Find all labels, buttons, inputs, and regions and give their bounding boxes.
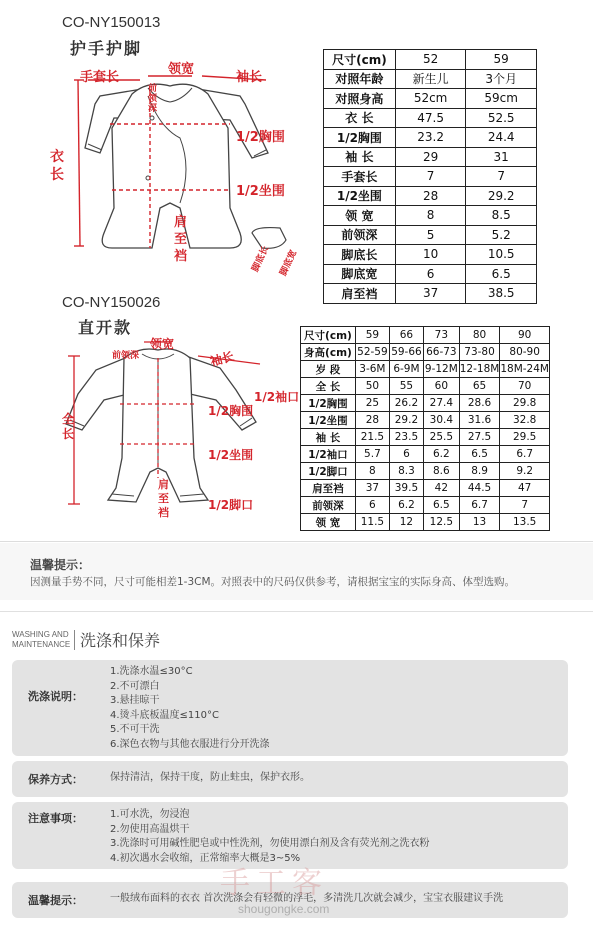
tip-text: 因测量手势不同，尺寸可能相差1-3CM。对照表中的尺码仅供参考，请根据宝宝的实际身高、体型选购。 bbox=[30, 576, 516, 588]
table-cell: 23.5 bbox=[389, 429, 423, 446]
table-cell: 52.5 bbox=[466, 108, 537, 128]
table-cell: 6.7 bbox=[500, 446, 550, 463]
row-label-cell: 对照身高 bbox=[324, 89, 396, 109]
p1-label-shoulder-to-crotch: 肩至裆 bbox=[174, 215, 188, 264]
table-row bbox=[301, 344, 550, 361]
table-cell: 27.4 bbox=[423, 395, 459, 412]
row-label-cell: 前领深 bbox=[301, 497, 356, 514]
row-label-cell: 手套长 bbox=[324, 167, 396, 187]
divider-2 bbox=[0, 611, 593, 612]
table-cell: 47.5 bbox=[395, 108, 466, 128]
row-label-cell: 1/2坐围 bbox=[324, 186, 396, 206]
p2-label-half-cuff: 1/2袖口 bbox=[254, 390, 300, 404]
table-cell: 8 bbox=[355, 463, 389, 480]
card-line: 1.洗涤水温≤30°C bbox=[110, 666, 193, 677]
p2-label-half-chest: 1/2胸围 bbox=[208, 404, 254, 418]
card-line: 3.悬挂晾干 bbox=[110, 695, 160, 706]
table-cell: 66-73 bbox=[423, 344, 459, 361]
table-cell: 73-80 bbox=[459, 344, 500, 361]
table-row bbox=[301, 480, 550, 497]
table-cell: 9-12M bbox=[423, 361, 459, 378]
table-cell: 3个月 bbox=[466, 69, 537, 89]
row-label-cell: 身高(cm) bbox=[301, 344, 356, 361]
p2-label-half-seat: 1/2坐围 bbox=[208, 448, 254, 462]
table-cell: 6.5 bbox=[423, 497, 459, 514]
p1-label-sole-width: 脚底宽 bbox=[278, 248, 300, 278]
card-label: 洗涤说明： bbox=[28, 690, 83, 703]
table-cell: 6.5 bbox=[466, 264, 537, 284]
p2-label-sleeve-length: 袖长 bbox=[208, 349, 236, 369]
row-label-cell: 脚底长 bbox=[324, 245, 396, 265]
table-cell: 42 bbox=[423, 480, 459, 497]
table-row bbox=[324, 147, 537, 167]
table-row bbox=[301, 361, 550, 378]
table-cell: 66 bbox=[389, 327, 423, 344]
table-cell: 23.2 bbox=[395, 128, 466, 148]
table-header-row bbox=[324, 50, 537, 70]
card-line: 6.深色衣物与其他衣服进行分开洗涤 bbox=[110, 738, 270, 750]
product1-size-table bbox=[323, 49, 537, 304]
table-cell: 52-59 bbox=[355, 344, 389, 361]
product2-code: CO-NY150026 bbox=[62, 294, 161, 311]
table-cell: 80-90 bbox=[500, 344, 550, 361]
table-cell: 12.5 bbox=[423, 514, 459, 531]
p2-label-shoulder-to-crotch: 肩至裆 bbox=[158, 478, 169, 519]
table-cell: 31.6 bbox=[459, 412, 500, 429]
table-cell: 29.8 bbox=[500, 395, 550, 412]
table-row bbox=[324, 225, 537, 245]
table-cell: 30.4 bbox=[423, 412, 459, 429]
table-cell: 10.5 bbox=[466, 245, 537, 265]
table-cell: 59cm bbox=[466, 89, 537, 109]
table-row bbox=[324, 108, 537, 128]
washing-title: 洗涤和保养 bbox=[80, 631, 161, 650]
table-cell: 21.5 bbox=[355, 429, 389, 446]
table-cell: 8.6 bbox=[423, 463, 459, 480]
p1-label-cuff-length: 手套长 bbox=[80, 70, 120, 85]
table-cell: 5 bbox=[395, 225, 466, 245]
table-row bbox=[324, 264, 537, 284]
row-label-cell: 领 宽 bbox=[324, 206, 396, 226]
table-cell: 52 bbox=[395, 50, 466, 70]
card-line: 1.可水洗，勿浸泡 bbox=[110, 809, 190, 820]
row-label-cell: 全 长 bbox=[301, 378, 356, 395]
row-label-cell: 1/2胸围 bbox=[301, 395, 356, 412]
row-label-cell: 袖 长 bbox=[324, 147, 396, 167]
table-row bbox=[301, 412, 550, 429]
p1-label-body-length: 衣长 bbox=[50, 149, 64, 183]
row-label-cell: 肩至裆 bbox=[324, 284, 396, 304]
table-cell: 32.8 bbox=[500, 412, 550, 429]
table-cell: 7 bbox=[466, 167, 537, 187]
table-cell: 90 bbox=[500, 327, 550, 344]
row-label-cell: 领 宽 bbox=[301, 514, 356, 531]
table-cell: 6 bbox=[395, 264, 466, 284]
row-label-cell: 岁 段 bbox=[301, 361, 356, 378]
table-row bbox=[301, 463, 550, 480]
table-cell: 50 bbox=[355, 378, 389, 395]
table-row bbox=[324, 186, 537, 206]
p1-label-sleeve-length: 袖长 bbox=[236, 70, 263, 85]
card-label: 注意事项： bbox=[28, 812, 83, 825]
table-cell: 7 bbox=[395, 167, 466, 187]
product2-size-table bbox=[300, 326, 550, 531]
row-label-cell: 尺寸(cm) bbox=[324, 50, 396, 70]
p1-label-front-collar-depth: 前领深 bbox=[148, 84, 158, 114]
product1-name: 护手护脚 bbox=[70, 39, 143, 58]
tip-title: 温馨提示： bbox=[30, 558, 91, 572]
table-cell: 6.7 bbox=[459, 497, 500, 514]
row-label-cell: 袖 长 bbox=[301, 429, 356, 446]
table-cell: 3-6M bbox=[355, 361, 389, 378]
table-cell: 70 bbox=[500, 378, 550, 395]
row-label-cell: 尺寸(cm) bbox=[301, 327, 356, 344]
card-label: 温馨提示： bbox=[28, 894, 83, 907]
table-cell: 26.2 bbox=[389, 395, 423, 412]
table-cell: 44.5 bbox=[459, 480, 500, 497]
p2-label-total-length: 全长 bbox=[62, 412, 75, 441]
table-cell: 31 bbox=[466, 147, 537, 167]
table-cell: 5.7 bbox=[355, 446, 389, 463]
divider bbox=[0, 541, 593, 542]
section-divider bbox=[74, 630, 75, 650]
table-row bbox=[324, 128, 537, 148]
table-cell: 29.2 bbox=[389, 412, 423, 429]
p1-label-half-seat: 1/2坐围 bbox=[236, 184, 285, 199]
p1-label-collar-width: 领宽 bbox=[168, 62, 195, 77]
table-cell: 80 bbox=[459, 327, 500, 344]
product1-code: CO-NY150013 bbox=[62, 14, 161, 31]
table-header-row bbox=[301, 327, 550, 344]
card-line: 4.初次遇水会收缩，正常缩率大概是3~5% bbox=[110, 852, 301, 864]
p1-label-half-chest: 1/2胸围 bbox=[236, 130, 285, 145]
table-cell: 8 bbox=[395, 206, 466, 226]
card-line: 2.不可漂白 bbox=[110, 680, 160, 692]
p2-label-collar-width: 领宽 bbox=[150, 337, 175, 351]
row-label-cell: 衣 长 bbox=[324, 108, 396, 128]
table-cell: 6.2 bbox=[389, 497, 423, 514]
row-label-cell: 前领深 bbox=[324, 225, 396, 245]
table-cell: 73 bbox=[423, 327, 459, 344]
table-cell: 12-18M bbox=[459, 361, 500, 378]
card-line: 一般绒布面料的衣衣 首次洗涤会有轻微的浮毛，多清洗几次就会减少，宝宝衣服建议手洗 bbox=[110, 893, 504, 904]
table-row bbox=[301, 429, 550, 446]
table-cell: 37 bbox=[395, 284, 466, 304]
table-row bbox=[324, 245, 537, 265]
table-cell: 38.5 bbox=[466, 284, 537, 304]
table-cell: 24.4 bbox=[466, 128, 537, 148]
table-cell: 37 bbox=[355, 480, 389, 497]
table-cell: 27.5 bbox=[459, 429, 500, 446]
table-row bbox=[324, 69, 537, 89]
table-cell: 8.5 bbox=[466, 206, 537, 226]
watermark-text: 手工客 bbox=[220, 866, 328, 901]
table-cell: 59 bbox=[466, 50, 537, 70]
row-label-cell: 1/2脚口 bbox=[301, 463, 356, 480]
p2-label-front-collar-depth: 前领深 bbox=[112, 351, 140, 361]
p1-label-sole-length: 脚底长 bbox=[250, 244, 272, 274]
table-cell: 6-9M bbox=[389, 361, 423, 378]
table-cell: 18M-24M bbox=[500, 361, 550, 378]
card-line: 4.烫斗底板温度≤110°C bbox=[110, 709, 219, 721]
product2-name: 直开款 bbox=[78, 318, 133, 337]
card-line: 2.勿使用高温烘干 bbox=[110, 823, 190, 835]
table-cell: 新生儿 bbox=[395, 69, 466, 89]
washing-en-line2: MAINTENANCE bbox=[12, 640, 71, 649]
card-washing bbox=[12, 660, 568, 756]
table-cell: 29.2 bbox=[466, 186, 537, 206]
table-cell: 8.9 bbox=[459, 463, 500, 480]
table-cell: 11.5 bbox=[355, 514, 389, 531]
table-cell: 13.5 bbox=[500, 514, 550, 531]
row-label-cell: 1/2胸围 bbox=[324, 128, 396, 148]
table-row bbox=[324, 206, 537, 226]
table-cell: 10 bbox=[395, 245, 466, 265]
table-cell: 28.6 bbox=[459, 395, 500, 412]
table-cell: 25 bbox=[355, 395, 389, 412]
table-row bbox=[301, 514, 550, 531]
table-cell: 59 bbox=[355, 327, 389, 344]
table-cell: 7 bbox=[500, 497, 550, 514]
watermark-url: shougongke.com bbox=[238, 902, 330, 916]
table-cell: 29.5 bbox=[500, 429, 550, 446]
card-line: 保持清洁，保持干度，防止蛀虫，保护衣形。 bbox=[110, 772, 310, 783]
card-text bbox=[110, 665, 270, 752]
card-line: 3.洗涤时可用碱性肥皂或中性洗剂，勿使用漂白剂及含有荧光剂之洗衣粉 bbox=[110, 838, 430, 849]
table-row bbox=[301, 395, 550, 412]
table-cell: 65 bbox=[459, 378, 500, 395]
table-cell: 12 bbox=[389, 514, 423, 531]
table-row bbox=[301, 378, 550, 395]
card-label: 保养方式： bbox=[28, 773, 83, 786]
table-cell: 6.5 bbox=[459, 446, 500, 463]
table-cell: 39.5 bbox=[389, 480, 423, 497]
washing-en-line1: WASHING AND bbox=[12, 630, 69, 639]
table-row bbox=[324, 89, 537, 109]
p2-label-half-leg-opening: 1/2脚口 bbox=[208, 498, 254, 512]
table-row bbox=[324, 167, 537, 187]
table-cell: 29 bbox=[395, 147, 466, 167]
card-line: 5.不可干洗 bbox=[110, 724, 160, 735]
table-cell: 47 bbox=[500, 480, 550, 497]
table-cell: 25.5 bbox=[423, 429, 459, 446]
row-label-cell: 脚底宽 bbox=[324, 264, 396, 284]
row-label-cell: 1/2坐围 bbox=[301, 412, 356, 429]
table-cell: 60 bbox=[423, 378, 459, 395]
table-row bbox=[301, 497, 550, 514]
table-cell: 55 bbox=[389, 378, 423, 395]
table-cell: 13 bbox=[459, 514, 500, 531]
table-cell: 5.2 bbox=[466, 225, 537, 245]
table-cell: 6 bbox=[389, 446, 423, 463]
table-cell: 6.2 bbox=[423, 446, 459, 463]
table-cell: 9.2 bbox=[500, 463, 550, 480]
table-row bbox=[301, 446, 550, 463]
table-row bbox=[324, 284, 537, 304]
table-cell: 59-66 bbox=[389, 344, 423, 361]
table-cell: 28 bbox=[395, 186, 466, 206]
card-maintenance bbox=[12, 761, 568, 797]
row-label-cell: 肩至裆 bbox=[301, 480, 356, 497]
row-label-cell: 1/2袖口 bbox=[301, 446, 356, 463]
table-cell: 6 bbox=[355, 497, 389, 514]
table-cell: 52cm bbox=[395, 89, 466, 109]
row-label-cell: 对照年龄 bbox=[324, 69, 396, 89]
table-cell: 28 bbox=[355, 412, 389, 429]
table-cell: 8.3 bbox=[389, 463, 423, 480]
